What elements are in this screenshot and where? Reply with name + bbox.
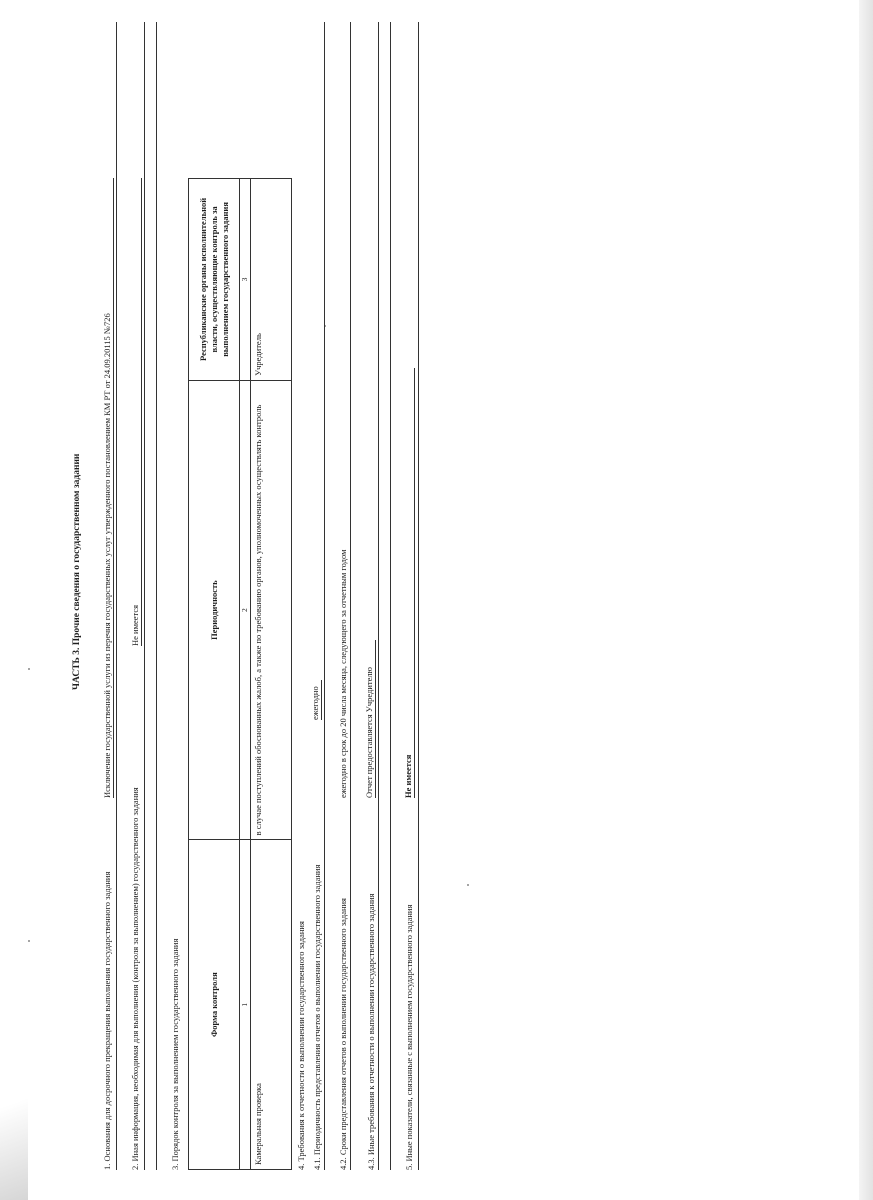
rule-line — [116, 22, 117, 1170]
section-1-value: Исключение государственной услуги из перечня государственных услуг утвержденного постановлением КМ РТ от 24.09.20115 №726 — [102, 313, 112, 798]
section-5-value: Не имеется — [403, 754, 413, 798]
section-5-label: 5. Иные показатели, связанные с выполнением государственного задания — [404, 904, 414, 1170]
section-5-underline — [414, 368, 415, 798]
header-control-form: Форма контроля — [189, 840, 240, 1170]
rule-line — [378, 22, 379, 1170]
section-3-label: 3. Порядок контроля за выполнением государственного задания — [170, 938, 180, 1170]
table-row — [251, 179, 292, 1170]
header-periodicity: Периодичность — [189, 380, 240, 840]
section-1-underline — [113, 178, 114, 798]
section-4-1-underline — [321, 680, 322, 720]
section-4-2-label: 4.2. Сроки представления отчетов о выполнении государственного задания — [338, 898, 348, 1170]
header-authority: Республиканские органы исполнительной власти, осуществляющие контроль за выполнением государственного задания — [189, 179, 240, 381]
column-number-1: 1 — [240, 840, 251, 1170]
section-2-underline — [141, 178, 142, 646]
section-4-label: 4. Требования к отчетности о выполнении государственного задания — [296, 921, 306, 1170]
section-4-3-value: Отчет предоставляется Учредителю — [364, 667, 374, 798]
document-page — [60, 20, 440, 1170]
rule-line — [418, 22, 419, 1170]
scan-corner-shadow — [0, 1040, 28, 1200]
column-number-2: 2 — [240, 380, 251, 840]
section-4-3-label: 4.3. Иные требования к отчетности о выполнении государственного задания — [366, 893, 376, 1170]
scan-speck — [28, 940, 30, 942]
cell-control-form: Камеральная проверка — [251, 840, 292, 1170]
section-4-1-label: 4.1. Периодичность представления отчетов о выполнении государственного задания — [312, 864, 322, 1170]
section-2-value: Не имеется — [130, 604, 140, 646]
scan-speck — [467, 884, 469, 886]
cell-periodicity: в случае поступлений обоснованных жалоб, а также по требованию органов, уполномоченных осуществлять контроль — [251, 380, 292, 840]
section-1-label: 1. Основания для досрочного прекращения выполнения государственного задания — [102, 871, 112, 1170]
rule-line — [350, 22, 351, 1170]
section-2-label: 2. Иная информация, необходимая для выполнения (контроля за выполнением) государственного задания — [130, 787, 140, 1170]
section-4-1-value: ежегодно — [310, 686, 320, 720]
rule-line — [390, 22, 391, 1170]
scan-right-edge — [859, 0, 873, 1200]
rule-line — [324, 22, 325, 1170]
rule-line — [144, 22, 145, 1170]
part-title: ЧАСТЬ 3. Прочие сведения о государственном задании — [72, 453, 82, 690]
scan-speck — [28, 668, 30, 670]
section-4-2-value: ежегодно в срок до 20 числа месяца, следующего за отчетным годом — [338, 549, 348, 798]
control-table — [188, 178, 292, 1170]
column-number-3: 3 — [240, 179, 251, 381]
section-4-3-underline — [375, 640, 376, 798]
rule-line — [156, 22, 157, 1170]
cell-authority: Учредитель — [251, 179, 292, 381]
